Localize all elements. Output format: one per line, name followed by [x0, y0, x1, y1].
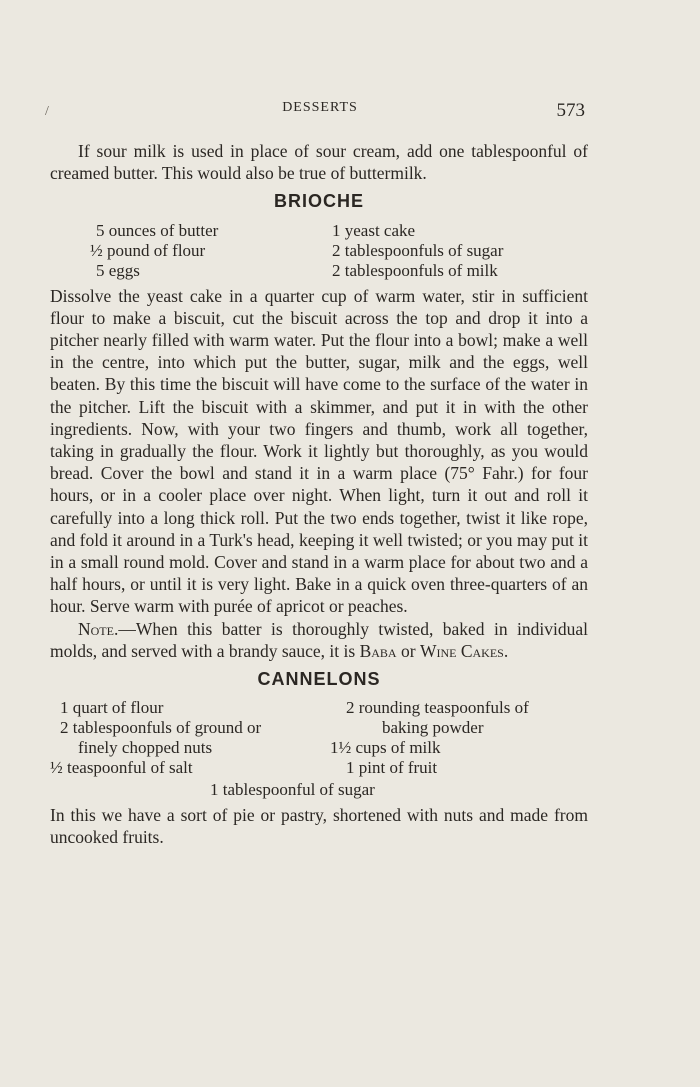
- note-name-wine-cakes: Wine Cakes: [419, 640, 504, 661]
- running-title: DESSERTS: [282, 100, 358, 115]
- running-header: [0, 100, 700, 122]
- intro-paragraph: If sour milk is used in place of sour cream, add one tablespoonful of creamed butter. This would also be true of buttermilk.: [50, 141, 588, 184]
- note-or: or: [396, 640, 420, 661]
- brioche-heading: BRIOCHE: [273, 191, 364, 212]
- ingredient-item: 1 tablespoonful of sugar: [210, 780, 375, 800]
- ingredient-item: 1½ cups of milk: [330, 738, 441, 758]
- brioche-note: [50, 618, 588, 662]
- ingredient-item: 5 ounces of butter: [96, 220, 219, 240]
- ingredient-item: ½ teaspoonful of salt: [50, 758, 193, 778]
- ingredient-item: 1 pint of fruit: [346, 758, 438, 778]
- brioche-method: Dissolve the yeast cake in a quarter cup of warm water, stir in sufficient flour to make a biscuit, cut the biscuit across the top and drop it into a pitcher nearly filled with warm water. Put the flour into a bowl; make a well in the centre, into which put the butter, sugar, milk and the eggs, well beaten. By this time the biscuit will have come to the surface of the water in the pitcher. Lift the biscuit with a skimmer, and put it in with the other ingredients. Now, with your two fingers and thumb, work all together, taking in gradually the flour. Work it lightly but thoroughly, as you would bread. Cover the bowl and stand it in a warm place (75° Fahr.) for four hours, or in a cooler place over night. When light, turn it out and roll it carefully into a long thick roll. Put the two ends together, twist it like rope, and fold it around in a Turk's head, keeping it well twisted; or you may put it in a small round mold. Cover and stand in a warm place for about two and a half hours, or until it is very light. Bake in a quick oven three-quarters of an hour. Serve warm with purée of apricot or peaches.: [50, 285, 588, 617]
- ingredient-item: 5 eggs: [96, 260, 140, 280]
- cannelons-method: In this we have a sort of pie or pastry, shortened with nuts and made from uncooked fruits.: [50, 805, 588, 848]
- cannelons-heading: CANNELONS: [257, 669, 381, 690]
- ingredient-item: 2 tablespoonfuls of sugar: [332, 240, 504, 260]
- brioche-ingredients: [50, 221, 588, 285]
- page-content: [50, 140, 588, 849]
- ingredient-item: finely chopped nuts: [78, 738, 213, 758]
- note-label: Note: [78, 618, 114, 639]
- ingredient-item: ½ pound of flour: [90, 240, 206, 260]
- page-mark: /: [45, 104, 49, 119]
- page-number: 573: [556, 100, 585, 121]
- ingredient-item: 1 quart of flour: [60, 698, 164, 718]
- ingredient-item: 2 tablespoonfuls of ground or: [60, 718, 262, 738]
- note-text: .—When this batter is thoroughly twisted, baked in individual molds, and served with a brandy sauce, it is: [50, 618, 588, 661]
- cannelons-ingredients: [50, 698, 588, 804]
- note-name-baba: Baba: [359, 640, 397, 661]
- ingredient-item: 1 yeast cake: [332, 220, 416, 240]
- note-end: .: [503, 640, 509, 661]
- ingredient-item: 2 rounding teaspoonfuls of: [346, 698, 529, 718]
- ingredient-item: baking powder: [382, 718, 484, 738]
- ingredient-item: 2 tablespoonfuls of milk: [332, 260, 498, 280]
